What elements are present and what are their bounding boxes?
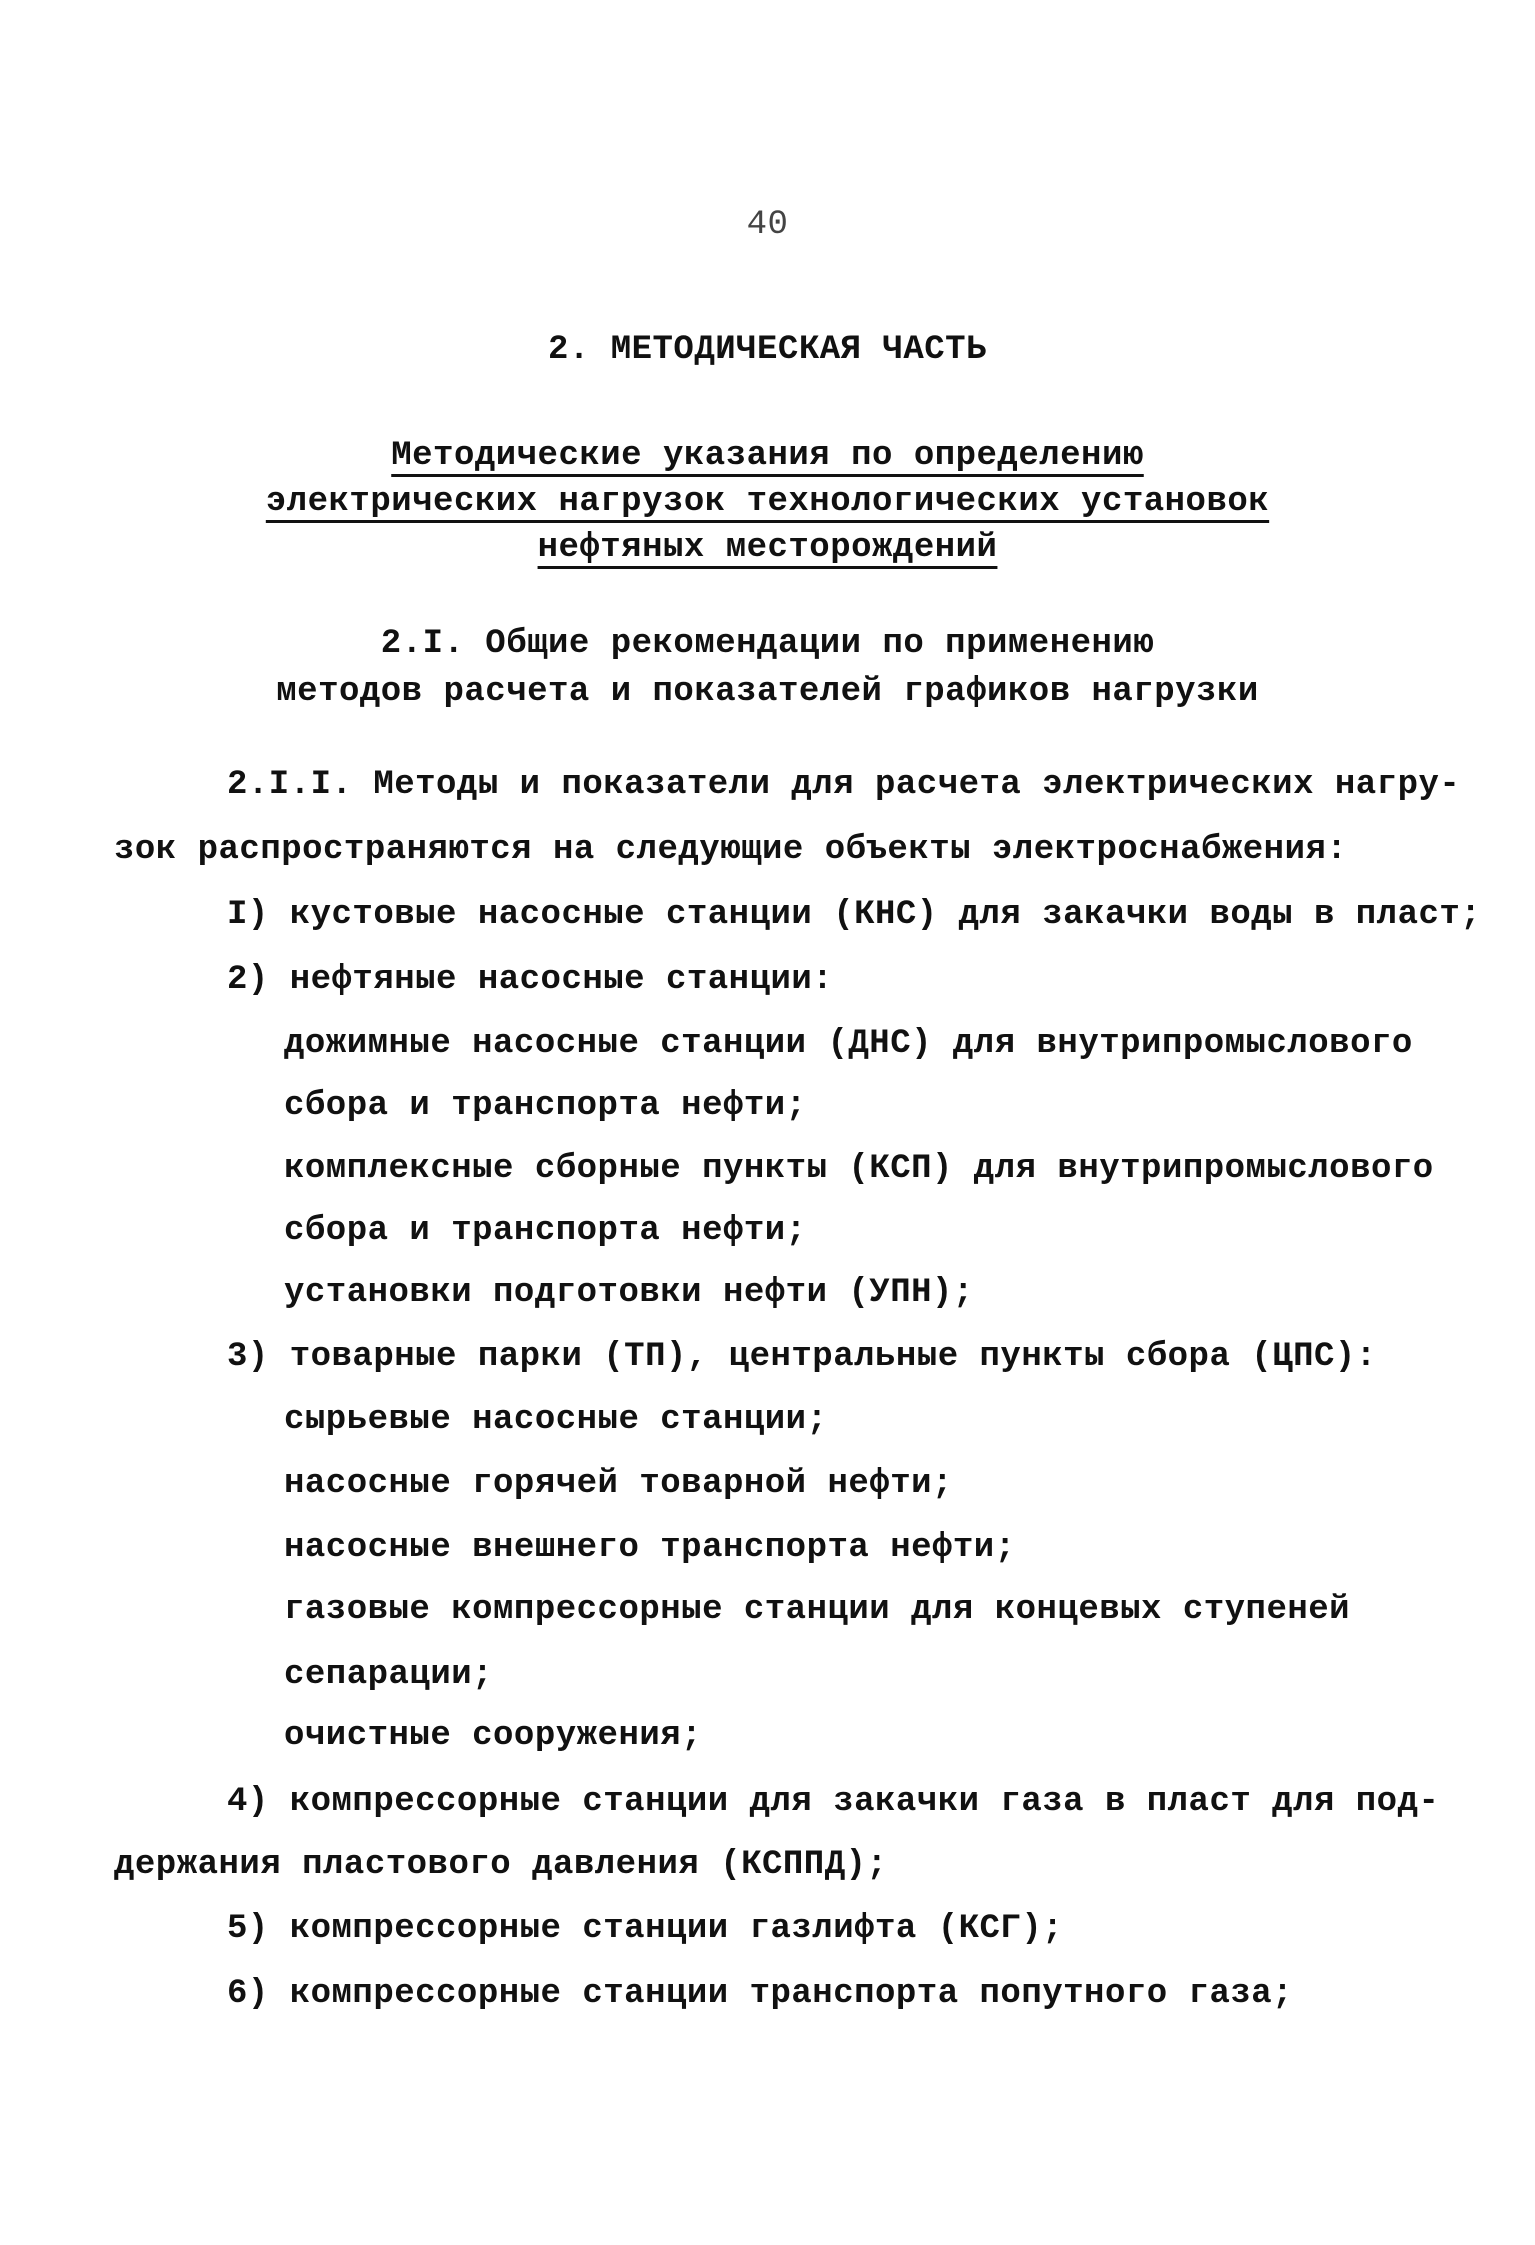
list-subitem: комплексные сборные пункты (КСП) для внутрипромыслового [284,1150,1434,1188]
list-subitem: очистные сооружения; [284,1717,703,1755]
list-subitem: дожимные насосные станции (ДНС) для внутрипромыслового [284,1025,1413,1063]
list-item: I) кустовые насосные станции (КНС) для закачки воды в пласт; [227,896,1482,934]
subsection-title: 2.I. Общие рекомендации по применению [380,625,1155,663]
list-item: 3) товарные парки (ТП), центральные пункты сбора (ЦПС): [227,1338,1377,1376]
list-subitem: установки подготовки нефти (УПН); [284,1274,974,1312]
section-title: 2. МЕТОДИЧЕСКАЯ ЧАСТЬ [548,331,987,369]
list-item: 2) нефтяные насосные станции: [227,961,834,999]
subtitle-line: электрических нагрузок технологических установок [265,483,1270,521]
list-subitem: газовые компрессорные станции для концевых ступеней [284,1591,1351,1629]
list-subitem: насосные внешнего транспорта нефти; [284,1529,1016,1567]
page-number: 40 [746,206,789,244]
list-subitem: сепарации; [284,1656,494,1694]
paragraph-line: зок распространяются на следующие объекты электроснабжения: [114,831,1348,869]
paragraph-line: 2.I.I. Методы и показатели для расчета электрических нагру- [227,766,1461,804]
list-item: 4) компрессорные станции для закачки газа в пласт для под- [227,1783,1440,1821]
list-subitem: сбора и транспорта нефти; [284,1212,807,1250]
list-item: 6) компрессорные станции транспорта попутного газа; [227,1975,1294,2013]
list-subitem: насосные горячей товарной нефти; [284,1465,953,1503]
list-subitem: сырьевые насосные станции; [284,1401,828,1439]
subsection-title: методов расчета и показателей графиков нагрузки [276,673,1259,711]
list-item-continuation: держания пластового давления (КСППД); [114,1846,888,1884]
subtitle-line: нефтяных месторождений [537,529,998,567]
list-item: 5) компрессорные станции газлифта (КСГ); [227,1910,1064,1948]
list-subitem: сбора и транспорта нефти; [284,1087,807,1125]
subtitle-line: Методические указания по определению [391,437,1144,475]
